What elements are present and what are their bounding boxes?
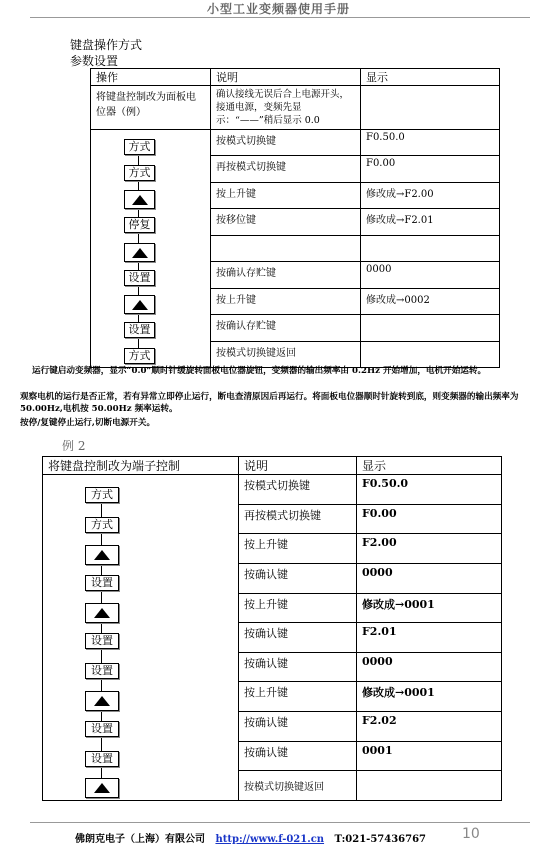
page-header-title: 小型工业变频器使用手册 bbox=[206, 2, 350, 16]
up-arrow-icon bbox=[94, 696, 110, 706]
table2-row-display: 0000 bbox=[357, 652, 502, 682]
table1-header-row bbox=[91, 69, 500, 86]
table2-row-desc: 按上升键 bbox=[239, 534, 357, 564]
table2-row-desc: 按确认键 bbox=[239, 652, 357, 682]
table1-header-display: 显示 bbox=[361, 69, 500, 86]
table2-row-desc: 再按模式切换键 bbox=[239, 504, 357, 534]
section-subtitle: 参数设置 bbox=[70, 54, 119, 68]
table2-row-display: 修改成→0001 bbox=[357, 682, 502, 712]
table-row bbox=[43, 475, 502, 505]
set-key: 设置 bbox=[85, 575, 119, 591]
table2-row-display: 0000 bbox=[357, 563, 502, 593]
table1-row-display: F0.50.0 bbox=[361, 130, 500, 156]
table1-row-display: 修改成→F2.01 bbox=[361, 209, 500, 235]
footer-tel: T:021-57436767 bbox=[334, 834, 426, 845]
stop-reset-key: 停复 bbox=[124, 217, 155, 233]
up-arrow-icon bbox=[94, 608, 110, 618]
table1-row-display bbox=[361, 341, 500, 368]
mode-key: 方式 bbox=[124, 348, 155, 364]
up-arrow-icon bbox=[132, 248, 148, 258]
table1-header-desc: 说明 bbox=[211, 69, 361, 86]
table1-row-desc: 按模式切换键返回 bbox=[211, 341, 361, 368]
table2-row-display: 修改成→0001 bbox=[357, 593, 502, 623]
set-key: 设置 bbox=[85, 721, 119, 737]
table1-row-display bbox=[361, 235, 500, 261]
up-arrow-icon bbox=[132, 195, 148, 205]
footer-url-link[interactable]: http://www.f-021.cn bbox=[215, 834, 325, 845]
table-row bbox=[91, 130, 500, 156]
header-rule bbox=[30, 17, 530, 18]
up-arrow-key bbox=[124, 295, 155, 314]
up-arrow-key bbox=[85, 603, 119, 623]
table1-header-op: 操作 bbox=[91, 69, 211, 86]
table1-intro-desc: 确认接线无误后合上电源开头，接通电源，变频先显示：“——”稍后显示 0.0 bbox=[211, 86, 361, 130]
set-key: 设置 bbox=[85, 751, 119, 767]
set-key: 设置 bbox=[85, 633, 119, 649]
footer bbox=[75, 830, 426, 845]
table2-row-display: 0001 bbox=[357, 741, 502, 771]
set-key: 设置 bbox=[124, 270, 155, 286]
table2-row-display: F2.01 bbox=[357, 623, 502, 653]
up-arrow-key bbox=[124, 190, 155, 209]
table2-row-desc: 按确认键 bbox=[239, 712, 357, 742]
up-arrow-icon bbox=[94, 550, 110, 560]
table1-intro-row bbox=[91, 86, 500, 130]
terminal-control-table bbox=[42, 456, 502, 801]
table1-intro-display bbox=[361, 86, 500, 130]
table1-row-display bbox=[361, 315, 500, 341]
table2-row-desc: 按模式切换键返回 bbox=[239, 771, 357, 801]
up-arrow-key bbox=[85, 778, 119, 798]
table2-row-display: F0.50.0 bbox=[357, 475, 502, 505]
table2-row-desc: 按上升键 bbox=[239, 593, 357, 623]
table2-row-desc: 按确认键 bbox=[239, 741, 357, 771]
table2-header-row bbox=[43, 457, 502, 475]
table2-row-display: F2.00 bbox=[357, 534, 502, 564]
table2-header-display: 显示 bbox=[357, 457, 502, 475]
mode-key: 方式 bbox=[124, 139, 155, 155]
footer-rule bbox=[30, 822, 530, 823]
parameter-setting-table bbox=[90, 68, 500, 368]
set-key: 设置 bbox=[124, 322, 155, 338]
up-arrow-key bbox=[85, 691, 119, 711]
table2-row-desc: 按确认键 bbox=[239, 623, 357, 653]
table2-row-display: F2.02 bbox=[357, 712, 502, 742]
page-number: 10 bbox=[462, 826, 480, 842]
table1-row-desc: 按确认存贮键 bbox=[211, 315, 361, 341]
table1-row-display: 0000 bbox=[361, 262, 500, 288]
section-title: 键盘操作方式 bbox=[70, 38, 143, 52]
mode-key: 方式 bbox=[124, 165, 155, 181]
table2-row-desc: 按确认键 bbox=[239, 563, 357, 593]
table1-key-flow bbox=[91, 130, 211, 368]
table1-row-desc: 再按模式切换键 bbox=[211, 156, 361, 182]
set-key: 设置 bbox=[85, 663, 119, 679]
table2-row-desc: 按上升键 bbox=[239, 682, 357, 712]
table1-row-desc: 按确认存贮键 bbox=[211, 262, 361, 288]
table1-row-display: 修改成→0002 bbox=[361, 288, 500, 314]
table1-row-desc: 按上升键 bbox=[211, 288, 361, 314]
table1-row-desc: 按移位键 bbox=[211, 209, 361, 235]
up-arrow-key bbox=[124, 243, 155, 262]
up-arrow-icon bbox=[94, 783, 110, 793]
table1-intro-op: 将键盘控制改为面板电位器（例） bbox=[91, 86, 211, 130]
table2-row-display: F0.00 bbox=[357, 504, 502, 534]
up-arrow-key bbox=[85, 545, 119, 565]
mode-key: 方式 bbox=[85, 517, 119, 533]
table1-row-desc: 按模式切换键 bbox=[211, 130, 361, 156]
up-arrow-icon bbox=[132, 300, 148, 310]
table2-row-display bbox=[357, 771, 502, 801]
table2-row-desc: 按模式切换键 bbox=[239, 475, 357, 505]
table1-row-desc: 按上升键 bbox=[211, 182, 361, 208]
mode-key: 方式 bbox=[85, 487, 119, 503]
footer-company: 佛朗克电子（上海）有限公司 bbox=[75, 834, 205, 845]
table2-key-flow bbox=[43, 475, 239, 801]
note-paragraph: 按停/复键停止运行,切断电源开关。 bbox=[20, 418, 156, 428]
table1-row-display: 修改成→F2.00 bbox=[361, 182, 500, 208]
table2-header-op: 将键盘控制改为端子控制 bbox=[43, 457, 239, 475]
note-paragraph: 观察电机的运行是否正常，若有异常立即停止运行，断电查清原因后再运行。将面板电位器顺时针旋转到底，则变频器的输出频率为 50.00Hz,电机按 50.00Hz 频率运转。 bbox=[20, 392, 519, 414]
note-paragraph: 运行键启动变频器，显示“0.0”顺时针缓旋转面板电位器旋钮，变频器的输出频率由 0.2Hz 开始增加，电机开始运转。 bbox=[32, 366, 487, 376]
example-label: 例 2 bbox=[62, 439, 86, 453]
table1-row-display: F0.00 bbox=[361, 156, 500, 182]
table1-row-desc bbox=[211, 235, 361, 261]
table2-header-desc: 说明 bbox=[239, 457, 357, 475]
